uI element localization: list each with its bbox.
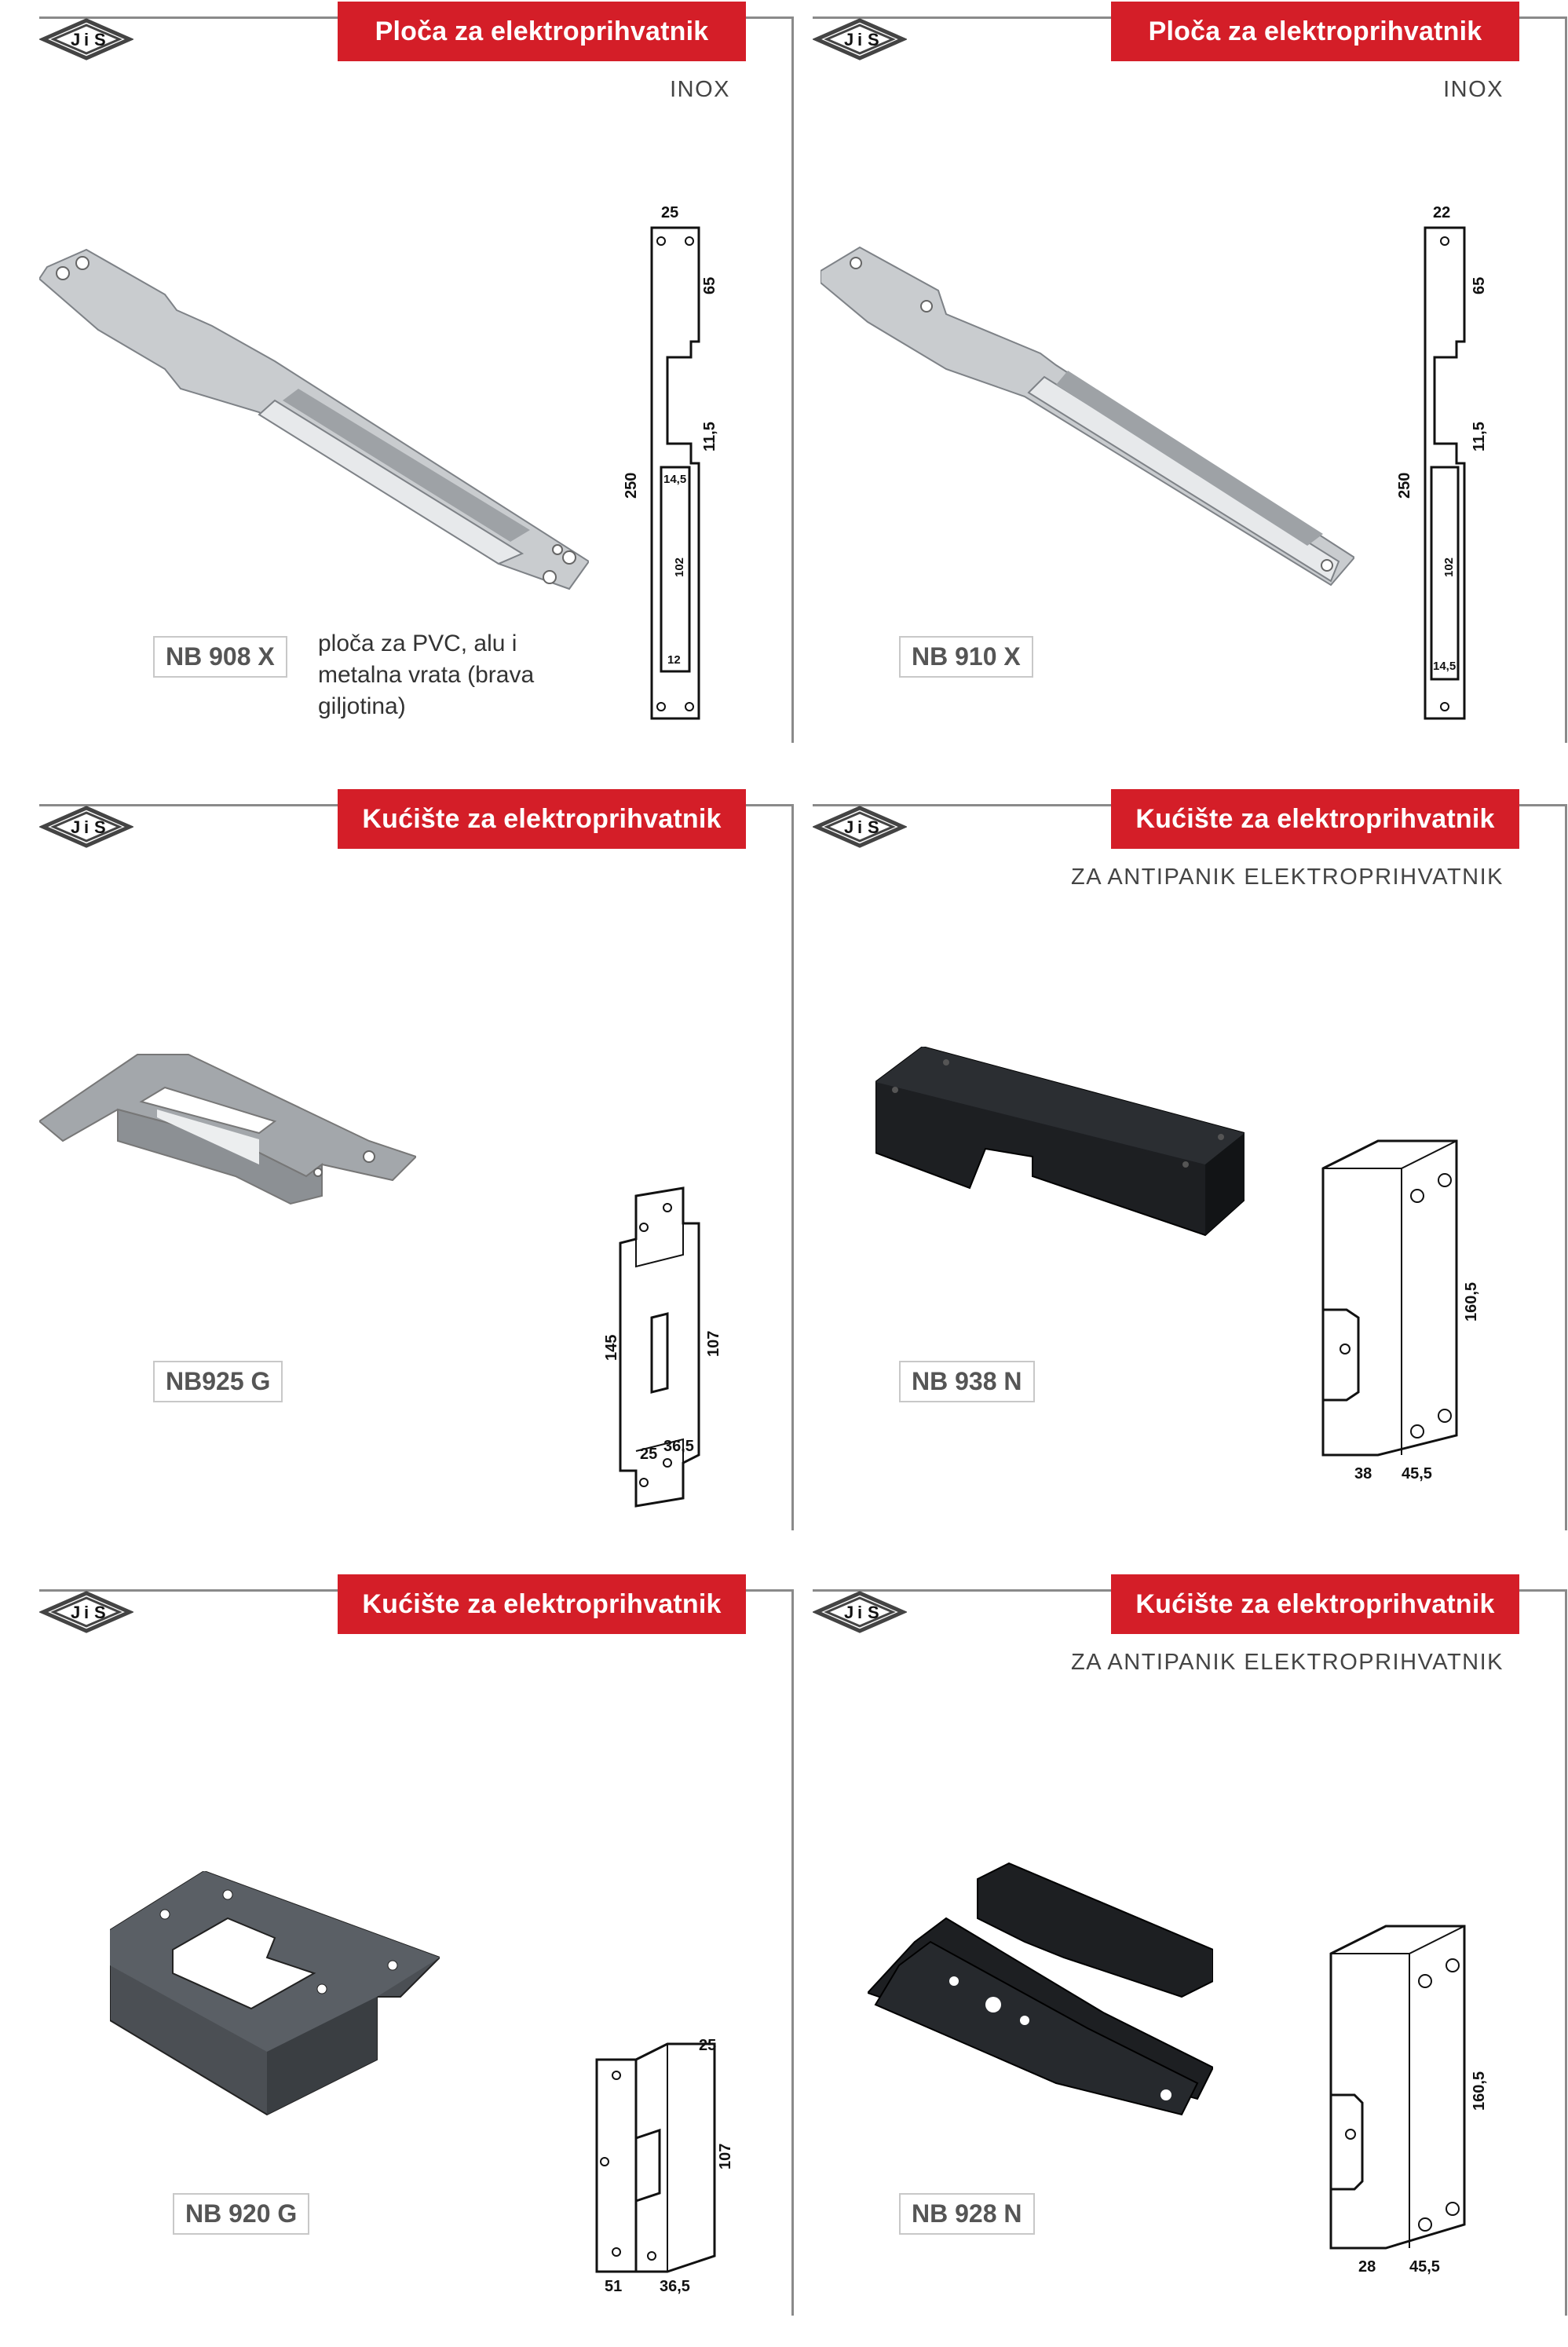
- dim-width: 25: [661, 204, 679, 221]
- dim-height: 107: [717, 2143, 734, 2170]
- product-panel-nb910x: [813, 0, 1566, 734]
- category-banner: Kućište za elektroprihvatnik: [1111, 789, 1519, 849]
- product-panel-nb928n: [813, 1573, 1566, 2307]
- product-panel-nb938n: [813, 788, 1566, 1522]
- dim-gap: 11,5: [701, 422, 718, 451]
- dim-width: 22: [1433, 204, 1451, 221]
- jis-logo-icon: [39, 1588, 133, 1636]
- strike-plate-photo: [821, 236, 1354, 597]
- jis-logo-icon: [39, 16, 133, 63]
- jis-logo-icon: [813, 16, 907, 63]
- product-code: NB 928 N: [899, 2193, 1035, 2235]
- svg-text:S: S: [868, 1603, 879, 1622]
- dim-depth: 38: [1354, 1465, 1372, 1482]
- dim-gap: 11,5: [1471, 422, 1488, 451]
- antipanic-housing-photo: [875, 1047, 1245, 1298]
- technical-drawing: [1292, 1133, 1527, 1526]
- dim-top: 65: [701, 276, 718, 294]
- jis-logo-icon: [813, 803, 907, 850]
- svg-text:S: S: [868, 817, 879, 837]
- dim-width: 45,5: [1409, 2258, 1440, 2276]
- product-code: NB 920 G: [173, 2193, 309, 2235]
- dim-b: 102: [673, 557, 686, 577]
- dim-depth: 28: [1358, 2258, 1376, 2276]
- dim-height: 160,5: [1463, 1281, 1480, 1322]
- dim-depth: 25: [640, 1446, 658, 1463]
- material-label: INOX: [670, 77, 730, 102]
- product-code: NB 908 X: [153, 636, 287, 678]
- housing-photo: [110, 1871, 440, 2122]
- product-panel-nb920g: [39, 1573, 793, 2307]
- dim-height: 145: [603, 1334, 620, 1361]
- technical-drawing: [565, 1180, 746, 1510]
- svg-text:i: i: [84, 1603, 90, 1622]
- svg-text:J: J: [71, 30, 81, 49]
- dim-length: 250: [1396, 472, 1413, 499]
- svg-text:J: J: [844, 1603, 854, 1622]
- frame-right-line: [1565, 804, 1567, 1530]
- dim-a: 14,5: [663, 473, 687, 486]
- svg-text:J: J: [844, 30, 854, 49]
- product-panel-nb925g: [39, 788, 793, 1522]
- dim-c: 14,5: [1433, 660, 1457, 673]
- category-banner: Kućište za elektroprihvatnik: [338, 1574, 746, 1634]
- dim-thickness: 25: [699, 2037, 717, 2054]
- frame-right-line: [791, 804, 794, 1530]
- subcategory-label: ZA ANTIPANIK ELEKTROPRIHVATNIK: [1071, 865, 1504, 890]
- housing-photo: [39, 1047, 416, 1251]
- strike-plate-photo: [39, 236, 589, 597]
- technical-drawing: [1378, 200, 1519, 734]
- dim-length: 250: [623, 472, 640, 499]
- svg-text:J: J: [71, 817, 81, 837]
- svg-text:i: i: [84, 30, 90, 49]
- jis-logo-icon: [39, 803, 133, 850]
- dim-b: 102: [1442, 557, 1456, 577]
- technical-drawing: [605, 200, 746, 734]
- dim-height-inner: 107: [705, 1330, 722, 1357]
- frame-right-line: [791, 1589, 794, 2316]
- svg-text:i: i: [84, 817, 90, 837]
- product-description: ploča za PVC, alu i metalna vrata (brava giljotina): [318, 631, 535, 719]
- svg-text:i: i: [857, 817, 863, 837]
- product-code: NB925 G: [153, 1361, 283, 1402]
- svg-text:S: S: [94, 1603, 106, 1622]
- category-banner: Ploča za elektroprihvatnik: [1111, 2, 1519, 61]
- dim-width: 36,5: [663, 1438, 694, 1455]
- product-panel-nb908x: [39, 0, 793, 734]
- dim-width: 45,5: [1402, 1465, 1432, 1482]
- jis-logo-icon: [813, 1588, 907, 1636]
- svg-text:i: i: [857, 1603, 863, 1622]
- product-code: NB 938 N: [899, 1361, 1035, 1402]
- material-label: INOX: [1443, 77, 1504, 102]
- category-banner: Kućište za elektroprihvatnik: [338, 789, 746, 849]
- frame-right-line: [791, 16, 794, 743]
- dim-depth: 51: [605, 2278, 623, 2295]
- technical-drawing: [573, 2036, 746, 2295]
- product-code: NB 910 X: [899, 636, 1033, 678]
- svg-text:J: J: [71, 1603, 81, 1622]
- dim-height: 160,5: [1471, 2071, 1488, 2111]
- frame-right-line: [1565, 16, 1567, 743]
- category-banner: Kućište za elektroprihvatnik: [1111, 1574, 1519, 1634]
- dim-top: 65: [1471, 276, 1488, 294]
- svg-text:i: i: [857, 30, 863, 49]
- svg-text:J: J: [844, 817, 854, 837]
- dim-width: 36,5: [660, 2278, 690, 2295]
- svg-text:S: S: [94, 30, 106, 49]
- svg-text:S: S: [94, 817, 106, 837]
- dim-c: 12: [667, 653, 681, 667]
- technical-drawing: [1299, 1918, 1527, 2295]
- antipanic-housing-kit-photo: [868, 1855, 1213, 2154]
- frame-right-line: [1565, 1589, 1567, 2316]
- subcategory-label: ZA ANTIPANIK ELEKTROPRIHVATNIK: [1071, 1650, 1504, 1675]
- category-banner: Ploča za elektroprihvatnik: [338, 2, 746, 61]
- svg-text:S: S: [868, 30, 879, 49]
